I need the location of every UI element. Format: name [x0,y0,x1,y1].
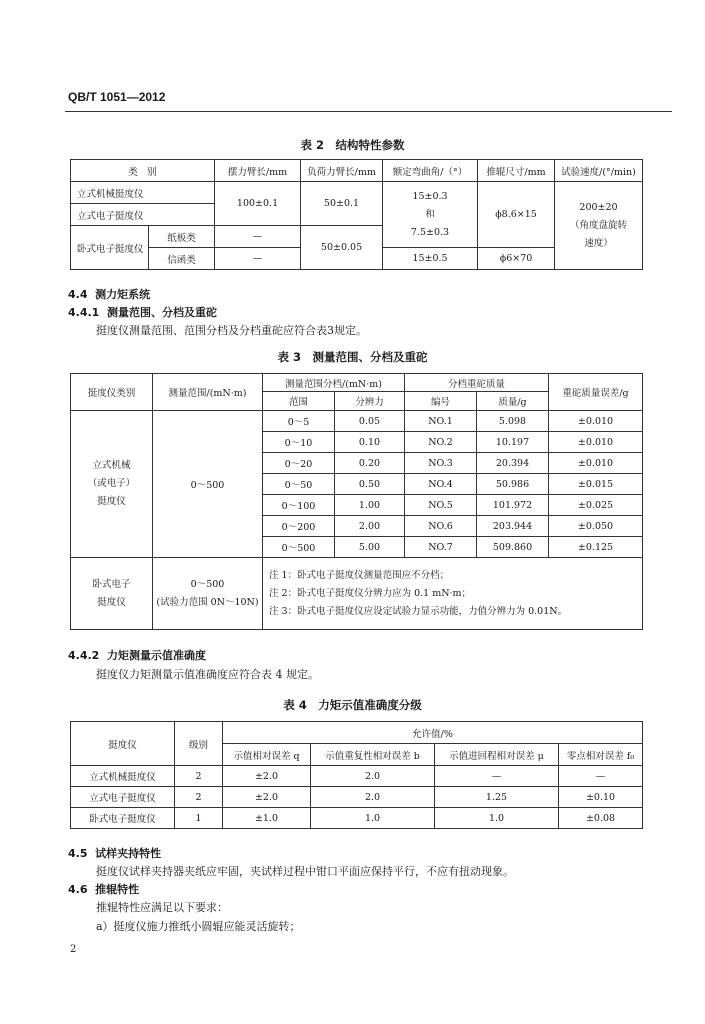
section-4-5-body: 挺度仪试样夹持器夹纸应牢固，夹试样过程中钳口平面应保持平行，不应有扭动现象。 [96,865,514,878]
table2 [70,159,643,270]
t2-h-speed: 试验速度/(°/min) [555,160,643,182]
table-cell: 2.0 [311,787,435,808]
table-cell: 2.00 [335,516,405,537]
table-cell: ±2.0 [223,766,311,787]
table-cell: 0.05 [335,411,405,432]
t2-h-angle: 额定弯曲角/（°） [383,160,478,182]
table-cell: 0～200 [263,516,335,537]
table-cell: NO.6 [405,516,477,537]
table-cell: NO.7 [405,537,477,558]
table-cell: ±0.08 [559,808,643,829]
table-cell: ±0.015 [549,474,643,495]
table-cell: ±0.050 [549,516,643,537]
table4 [70,721,643,829]
section-4-5-title: 试样夹持特性 [95,847,162,860]
table-cell: 0～10 [263,432,335,453]
t2-load-arm-horizontal: 50±0.05 [301,226,383,270]
t3-note-1: 注 1：卧式电子挺度仪测量范围应不分档； [269,569,450,581]
section-4-6-item-a: a）挺度仪施力推纸小圆辊应能灵活旋转； [96,920,301,933]
table-cell: 2.0 [311,766,435,787]
table2-caption: 表 2 结构特性参数 [300,138,405,152]
t3-h-type: 挺度仪类别 [71,374,153,411]
table-cell: 50.986 [477,474,549,495]
t3-vertical-label-1: 立式机械 [92,460,131,471]
t4-h-tolerance: 允许值/% [223,722,643,744]
t3-h-sub-range: 范围 [263,392,335,411]
table-cell: 509.860 [477,537,549,558]
table-cell: 立式机械挺度仪 [71,766,175,787]
t2-load-arm-vertical: 50±0.1 [301,182,383,226]
t2-row-envelope: 信函类 [149,248,215,270]
table-cell: NO.5 [405,495,477,516]
table-cell: 1 [175,808,223,829]
t3-vertical-range: 0～500 [153,411,263,558]
t3-note-3: 注 3：卧式电子挺度仪应设定试验力显示功能，力值分辨力为 0.01N。 [269,605,568,617]
table-cell: 1.0 [311,808,435,829]
t4-h-repeat: 示值重复性相对误差 b [311,744,435,766]
table-cell: 0～500 [263,537,335,558]
table-cell: NO.3 [405,453,477,474]
table-cell: 203.944 [477,516,549,537]
section-4-5-heading [68,845,161,861]
table-cell: 10.197 [477,432,549,453]
table-cell: 5.00 [335,537,405,558]
t2-swing-arm-vertical: 100±0.1 [215,182,301,226]
t2-speed-note-1: （角度盘旋转 [570,219,628,231]
t4-h-grade: 级别 [175,722,223,766]
t2-row-vertical-mech: 立式机械挺度仪 [71,182,215,204]
table-cell: 0.20 [335,453,405,474]
t2-dash-2: — [215,248,301,270]
table-cell: 1.25 [435,787,559,808]
table-cell: NO.4 [405,474,477,495]
section-4-4-2-number: 4.4.2 [68,649,100,662]
section-4-4-1-number: 4.4.1 [68,306,100,319]
table-cell: 立式电子挺度仪 [71,787,175,808]
table-cell: 2 [175,766,223,787]
table-cell: 0～50 [263,474,335,495]
section-4-6-body: 推辊特性应满足以下要求： [96,901,228,914]
t2-angle-and: 和 [425,208,435,220]
table4-caption: 表 4 力矩示值准确度分级 [283,698,422,712]
standard-code: QB/T 1051—2012 [68,90,166,104]
t3-horizontal-range [153,558,263,630]
t2-roller-1: ϕ8.6×15 [478,182,555,248]
table-cell: 卧式电子挺度仪 [71,808,175,829]
t3-h-number: 编号 [405,392,477,411]
table-cell: 5.098 [477,411,549,432]
t3-horizontal-range-2: (试验力范围 0N～10N) [156,596,259,608]
table-cell: ±0.025 [549,495,643,516]
table-cell: ±0.010 [549,432,643,453]
table-cell: 1.0 [435,808,559,829]
section-4-4-2-body: 挺度仪力矩测量示值准确度应符合表 4 规定。 [96,668,319,681]
table-cell: ±0.10 [559,787,643,808]
t3-h-grading: 测量范围分档/(mN·m) [263,374,405,392]
table-cell: 0.50 [335,474,405,495]
table-cell: NO.2 [405,432,477,453]
table-cell: 20.394 [477,453,549,474]
section-4-4-1-body: 挺度仪测量范围、范围分档及分档重砣应符合表3规定。 [96,324,367,337]
section-4-4-1-heading [68,304,217,320]
section-4-6-title: 推辊特性 [95,883,140,896]
t2-h-category: 类 别 [71,160,215,182]
t2-speed [555,182,643,270]
t3-note-2: 注 2：卧式电子挺度仪分辨力应为 0.1 mN·m； [269,587,472,599]
t2-row-paperboard: 纸板类 [149,226,215,248]
t2-dash-1: — [215,226,301,248]
t3-notes [263,558,643,630]
table-cell: — [559,766,643,787]
t2-speed-note-2: 速度） [584,237,613,249]
t2-h-load-arm: 负荷力臂长/mm [301,160,383,182]
t4-h-rel-error: 示值相对误差 q [223,744,311,766]
t2-roller-2: ϕ6×70 [478,248,555,270]
t3-vertical-label-2: （或电子） [87,478,136,489]
t4-h-zero: 零点相对误差 f₀ [559,744,643,766]
table-cell: 101.972 [477,495,549,516]
t3-horizontal-label-2: 挺度仪 [97,596,126,608]
table-cell: NO.1 [405,411,477,432]
table-cell: — [435,766,559,787]
table3-caption: 表 3 测量范围、分档及重砣 [277,350,428,364]
section-4-4-title: 测力矩系统 [95,288,151,301]
t2-row-vertical-elec: 立式电子挺度仪 [71,204,215,226]
table3 [70,373,643,630]
header-rule [65,111,672,112]
t2-speed-value: 200±20 [579,201,618,213]
table-cell: ±1.0 [223,808,311,829]
t4-h-instrument: 挺度仪 [71,722,175,766]
t3-h-resolution: 分辨力 [335,392,405,411]
t2-angle-1: 15±0.3 [412,190,448,202]
t2-angle-values [383,182,478,248]
table-cell: 2 [175,787,223,808]
table-cell: ±0.010 [549,411,643,432]
t2-angle-3: 15±0.5 [383,248,478,270]
section-4-6-number: 4.6 [68,883,88,896]
section-4-4-heading [68,286,150,302]
section-4-4-2-title: 力矩测量示值准确度 [107,649,206,662]
table-cell: 0.10 [335,432,405,453]
table-cell: 0～100 [263,495,335,516]
table-cell: 0～5 [263,411,335,432]
t3-vertical-label-3: 挺度仪 [97,496,126,507]
t3-horizontal-label-1: 卧式电子 [92,578,131,590]
t3-horizontal-type [71,558,153,630]
section-4-6-heading [68,881,139,897]
t3-horizontal-range-1: 0～500 [190,578,225,590]
section-4-5-number: 4.5 [68,847,88,860]
t3-h-range: 测量范围/(mN·m) [153,374,263,411]
t2-h-swing-arm: 摆力臂长/mm [215,160,301,182]
section-4-4-1-title: 测量范围、分档及重砣 [107,306,217,319]
t4-h-return: 示值进回程相对误差 μ [435,744,559,766]
table-cell: 0～20 [263,453,335,474]
table-cell: ±2.0 [223,787,311,808]
t2-h-roller: 推辊尺寸/mm [478,160,555,182]
t3-h-mass: 质量/g [477,392,549,411]
section-4-4-2-heading [68,647,206,663]
page-number: 2 [70,944,77,955]
table-cell: ±0.125 [549,537,643,558]
table-cell: ±0.010 [549,453,643,474]
section-4-4-number: 4.4 [68,288,88,301]
t3-h-weight-mass: 分档重砣质量 [405,374,549,392]
table-cell: 1.00 [335,495,405,516]
t3-vertical-type [71,411,153,558]
t3-h-error: 重砣质量误差/g [549,374,643,411]
t2-row-horizontal-elec: 卧式电子挺度仪 [71,226,149,270]
t2-angle-2: 7.5±0.3 [410,226,450,238]
